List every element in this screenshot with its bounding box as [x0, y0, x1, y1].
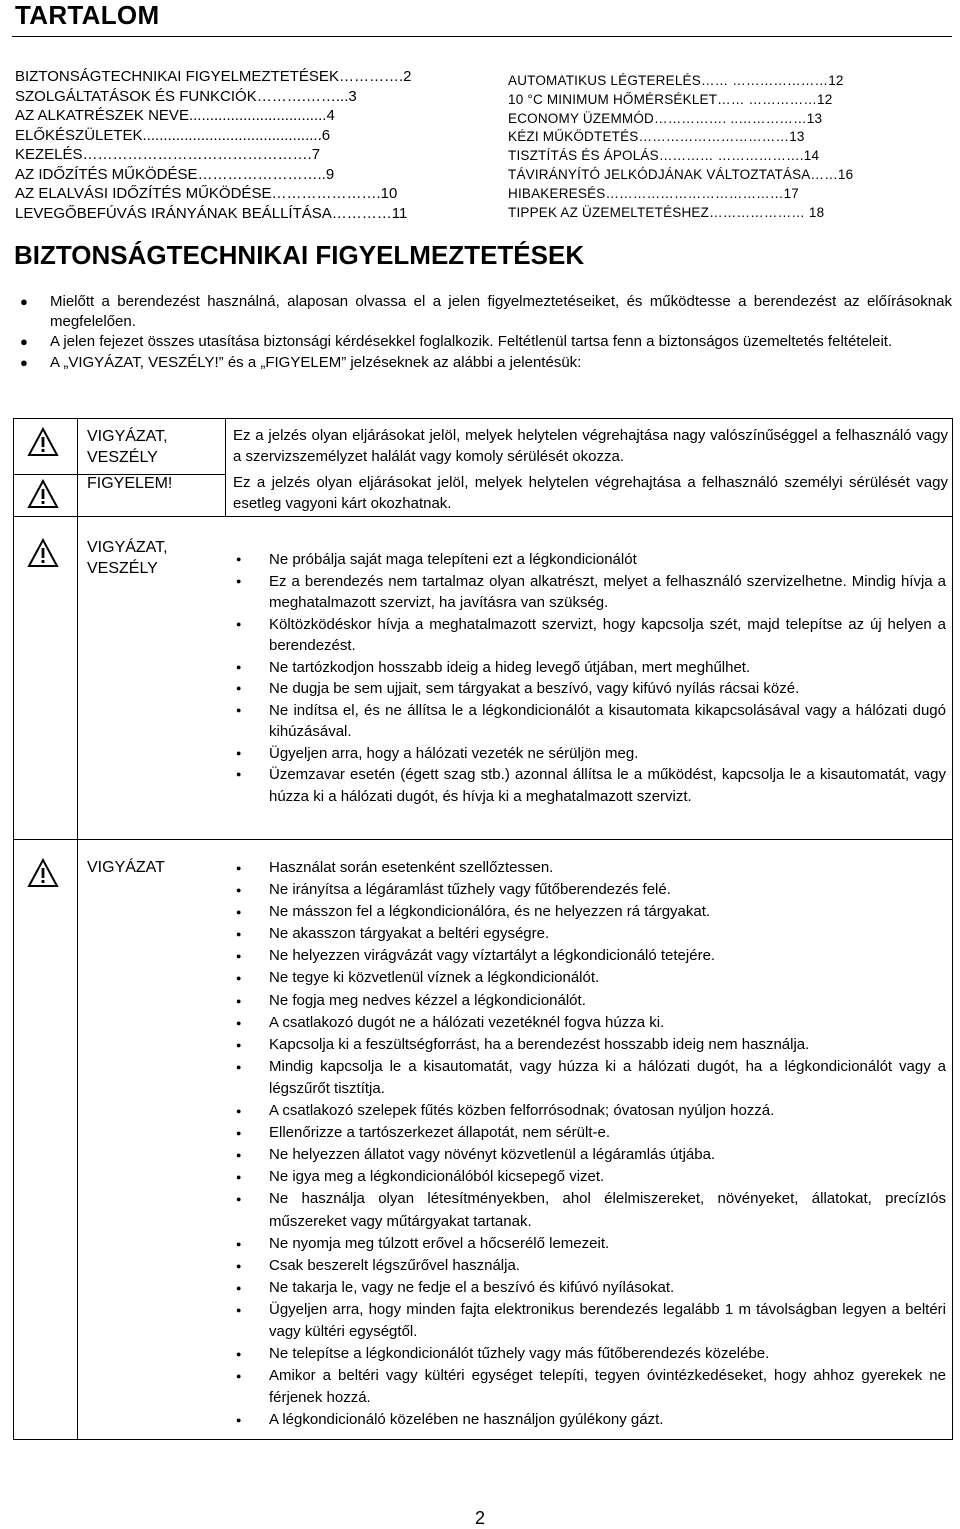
danger-list — [233, 549, 946, 807]
caution-list — [233, 857, 946, 1431]
toc-entry[interactable]: KÉZI MŰKÖDTETÉS……………………………13 — [508, 129, 805, 145]
list-item: ● Ne másszon fel a légkondicionálóra, és ne helyezzen rá tárgyakat. — [233, 901, 946, 923]
list-item: ● Költözködéskor hívja a meghatalmazott szervizt, hogy kapcsolja szét, majd telepítse az új helyen a berendezést. — [233, 614, 946, 657]
list-item: ● Üzemzavar esetén (égett szag stb.) azonnal állítsa le a működést, kapcsolja le a kisautomatát, vagy húzza ki a hálózati dugót, és hívja ki a meghatalmazott szervizt. — [233, 764, 946, 807]
toc-entry[interactable]: SZOLGÁLTATÁSOK ÉS FUNKCIÓK……….……...3 — [15, 87, 357, 105]
intro-item — [20, 332, 952, 352]
list-item: ● Ne helyezzen állatot vagy növényt közvetlenül a légáramlás útjába. — [233, 1144, 946, 1166]
intro-text: A jelen fejezet összes utasítása biztonsági kérdésekkel foglalkozik. Feltétlenül tartsa fenn a biztonságos üzemeltetés feltételeit. — [50, 333, 893, 350]
table-divider — [225, 419, 226, 516]
toc-entry[interactable]: BIZTONSÁGTECHNIKAI FIGYELMEZTETÉSEK………….2 — [15, 68, 412, 85]
page-title: TARTALOM — [15, 0, 160, 30]
definition-text: Ez a jelzés olyan eljárásokat jelöl, melyek helytelen végrehajtása a felhasználó személyi sérülését vagy esetleg vagyoni kárt okozhatnak. — [233, 474, 948, 512]
section-heading: BIZTONSÁGTECHNIKAI FIGYELMEZTETÉSEK — [14, 240, 585, 270]
intro-list — [20, 292, 952, 373]
list-item: ● Ne helyezzen virágvázát vagy víztartályt a légkondicionáló tetejére. — [233, 945, 946, 967]
title-divider — [12, 36, 952, 37]
intro-item — [20, 353, 952, 373]
table-divider — [14, 839, 952, 840]
toc-entry[interactable]: LEVEGŐBEFÚVÁS IRÁNYÁNAK BEÁLLÍTÁSA…………11 — [15, 204, 408, 222]
bullet-dot-icon: ● — [20, 334, 28, 349]
page-number: 2 — [475, 1508, 486, 1528]
list-item: ● Ellenőrizze a tartószerkezet állapotát, nem sérült-e. — [233, 1122, 946, 1144]
list-item: ● Ne használja olyan létesítményekben, ahol élelmiszereket, növényeket, állatokat, precízIós műszereket vagy műtárgyakat tartanak. — [233, 1188, 946, 1232]
caution-label: VIGYÁZAT — [87, 859, 165, 876]
list-item: ● Ne irányítsa a légáramlást tűzhely vagy fűtőberendezés felé. — [233, 879, 946, 901]
bullet-dot-icon: ● — [20, 294, 28, 309]
list-item: ● Ne igya meg a légkondicionálóból kicsepegő vizet. — [233, 1166, 946, 1188]
toc-entry[interactable]: ELŐKÉSZÜLETEK...........................................6 — [15, 126, 331, 144]
toc-entry[interactable]: HIBAKERESÉS…………………………………17 — [508, 185, 800, 201]
list-item: ● Mindig kapcsolja le a kisautomatát, vagy húzza ki a hálózati dugót, ha a légkondicionálót vagy a légszűrőt tisztítja. — [233, 1056, 946, 1100]
toc-entry[interactable]: TÁVIRÁNYÍTÓ JELKÓDJÁNAK VÁLTOZTATÁSA……16 — [508, 166, 854, 182]
toc-entry[interactable]: TIPPEK AZ ÜZEMELTETÉSHEZ………………… 18 — [508, 204, 825, 220]
warning-triangle-icon — [27, 538, 59, 568]
toc-entry[interactable]: AZ ALKATRÉSZEK NEVE.................................4 — [15, 107, 335, 124]
toc-entry[interactable]: AZ IDŐZÍTÉS MŰKÖDÉSE……………………..9 — [15, 165, 335, 183]
list-item: ● Ne tegye ki közvetlenül víznek a légkondicionálót. — [233, 967, 946, 989]
toc-left-column — [15, 67, 490, 223]
definition-label: VIGYÁZAT, VESZÉLY — [87, 428, 168, 466]
toc-entry[interactable]: TISZTÍTÁS ÉS ÁPOLÁS………… ……………….14 — [508, 148, 820, 164]
list-item: ● Ne indítsa el, és ne állítsa le a légkondicionálót a kisautomata kikapcsolásával vagy a hálózati dugó kihúzásával. — [233, 700, 946, 743]
list-item: ● A csatlakozó dugót ne a hálózati vezetéknél fogva húzza ki. — [233, 1012, 946, 1034]
toc-right-column — [508, 72, 953, 222]
toc-entry[interactable]: AZ ELALVÁSI IDŐZÍTÉS MŰKÖDÉSE………………….10 — [15, 185, 398, 202]
warning-triangle-icon — [27, 479, 59, 509]
list-item: ● A csatlakozó szelepek fűtés közben felforrósodnak; óvatosan nyúljon hozzá. — [233, 1100, 946, 1122]
list-item: ● Ne tartózkodjon hosszabb ideig a hideg levegő útjában, mert meghűlhet. — [233, 657, 946, 679]
list-item: ● Használat során esetenként szellőztessen. — [233, 857, 946, 879]
list-item: ● Csak beszerelt légszűrővel használja. — [233, 1255, 946, 1277]
toc-entry[interactable]: ECONOMY ÜZEMMÓD……………. ..……………13 — [508, 110, 823, 126]
warning-triangle-icon — [27, 858, 59, 888]
list-item: ● Ügyeljen arra, hogy minden fajta elektronikus berendezés legalább 1 m távolságban legyen a beltéri vagy kültéri egységtől. — [233, 1299, 946, 1343]
danger-label: VIGYÁZAT, VESZÉLY — [87, 539, 168, 577]
list-item: ● A légkondicionáló közelében ne használjon gyúlékony gázt. — [233, 1409, 946, 1431]
list-item: ● Ne nyomja meg túlzott erővel a hőcserélő lemezeit. — [233, 1233, 946, 1255]
definition-label: FIGYELEM! — [87, 475, 173, 492]
list-item: ● Ügyeljen arra, hogy a hálózati vezeték ne sérüljön meg. — [233, 743, 946, 765]
list-item: ● Ne fogja meg nedves kézzel a légkondicionálót. — [233, 990, 946, 1012]
list-item: ● Amikor a beltéri vagy kültéri egységet telepíti, tegyen óvintézkedéseket, hogy ahhoz gyerekek ne férjenek hozzá. — [233, 1365, 946, 1409]
toc-entry[interactable]: KEZELÉS……………………………………….7 — [15, 146, 321, 163]
toc-entry[interactable]: 10 °C MINIMUM HŐMÉRSÉKLET…… ……………12 — [508, 91, 833, 107]
list-item: ● Ne takarja le, vagy ne fedje el a beszívó és kifúvó nyílásokat. — [233, 1277, 946, 1299]
table-divider — [77, 419, 78, 1439]
intro-item — [20, 292, 952, 331]
bullet-dot-icon: ● — [20, 354, 28, 370]
list-item: ● Ne telepítse a légkondicionálót tűzhely vagy más fűtőberendezés közelébe. — [233, 1343, 946, 1365]
list-item: ● Ne próbálja saját maga telepíteni ezt a légkondicionálót — [233, 549, 946, 571]
list-item: ● Ne akasszon tárgyakat a beltéri egységre. — [233, 923, 946, 945]
table-divider — [14, 516, 952, 517]
list-item: ● Ne dugja be sem ujjait, sem tárgyakat a beszívó, vagy kifúvó nyílás rácsai közé. — [233, 678, 946, 700]
warning-triangle-icon — [27, 427, 59, 457]
intro-text: A „VIGYÁZAT, VESZÉLY!” és a „FIGYELEM” jelzéseknek az alábbi a jelentésük: — [50, 353, 582, 371]
intro-text: Mielőtt a berendezést használná, alaposan olvassa el a jelen figyelmeztetéseiket, és működtesse a berendezést az előírásoknak megfelelően. — [50, 293, 952, 330]
list-item: ● Kapcsolja ki a feszültségforrást, ha a berendezést hosszabb ideig nem használja. — [233, 1034, 946, 1056]
safety-table — [13, 418, 953, 1440]
toc-entry[interactable]: AUTOMATIKUS LÉGTERELÉS…… …………………12 — [508, 73, 844, 88]
definition-text: Ez a jelzés olyan eljárásokat jelöl, melyek helytelen végrehajtása nagy valószínűséggel a felhasználó vagy a szervizszemélyzet halálát vagy komoly sérülését okozza. — [233, 427, 948, 465]
list-item: ● Ez a berendezés nem tartalmaz olyan alkatrészt, melyet a felhasználó szervizelhetne. Mindig hívja a meghatalmazott szervizt, ha javításra van szükség. — [233, 571, 946, 614]
